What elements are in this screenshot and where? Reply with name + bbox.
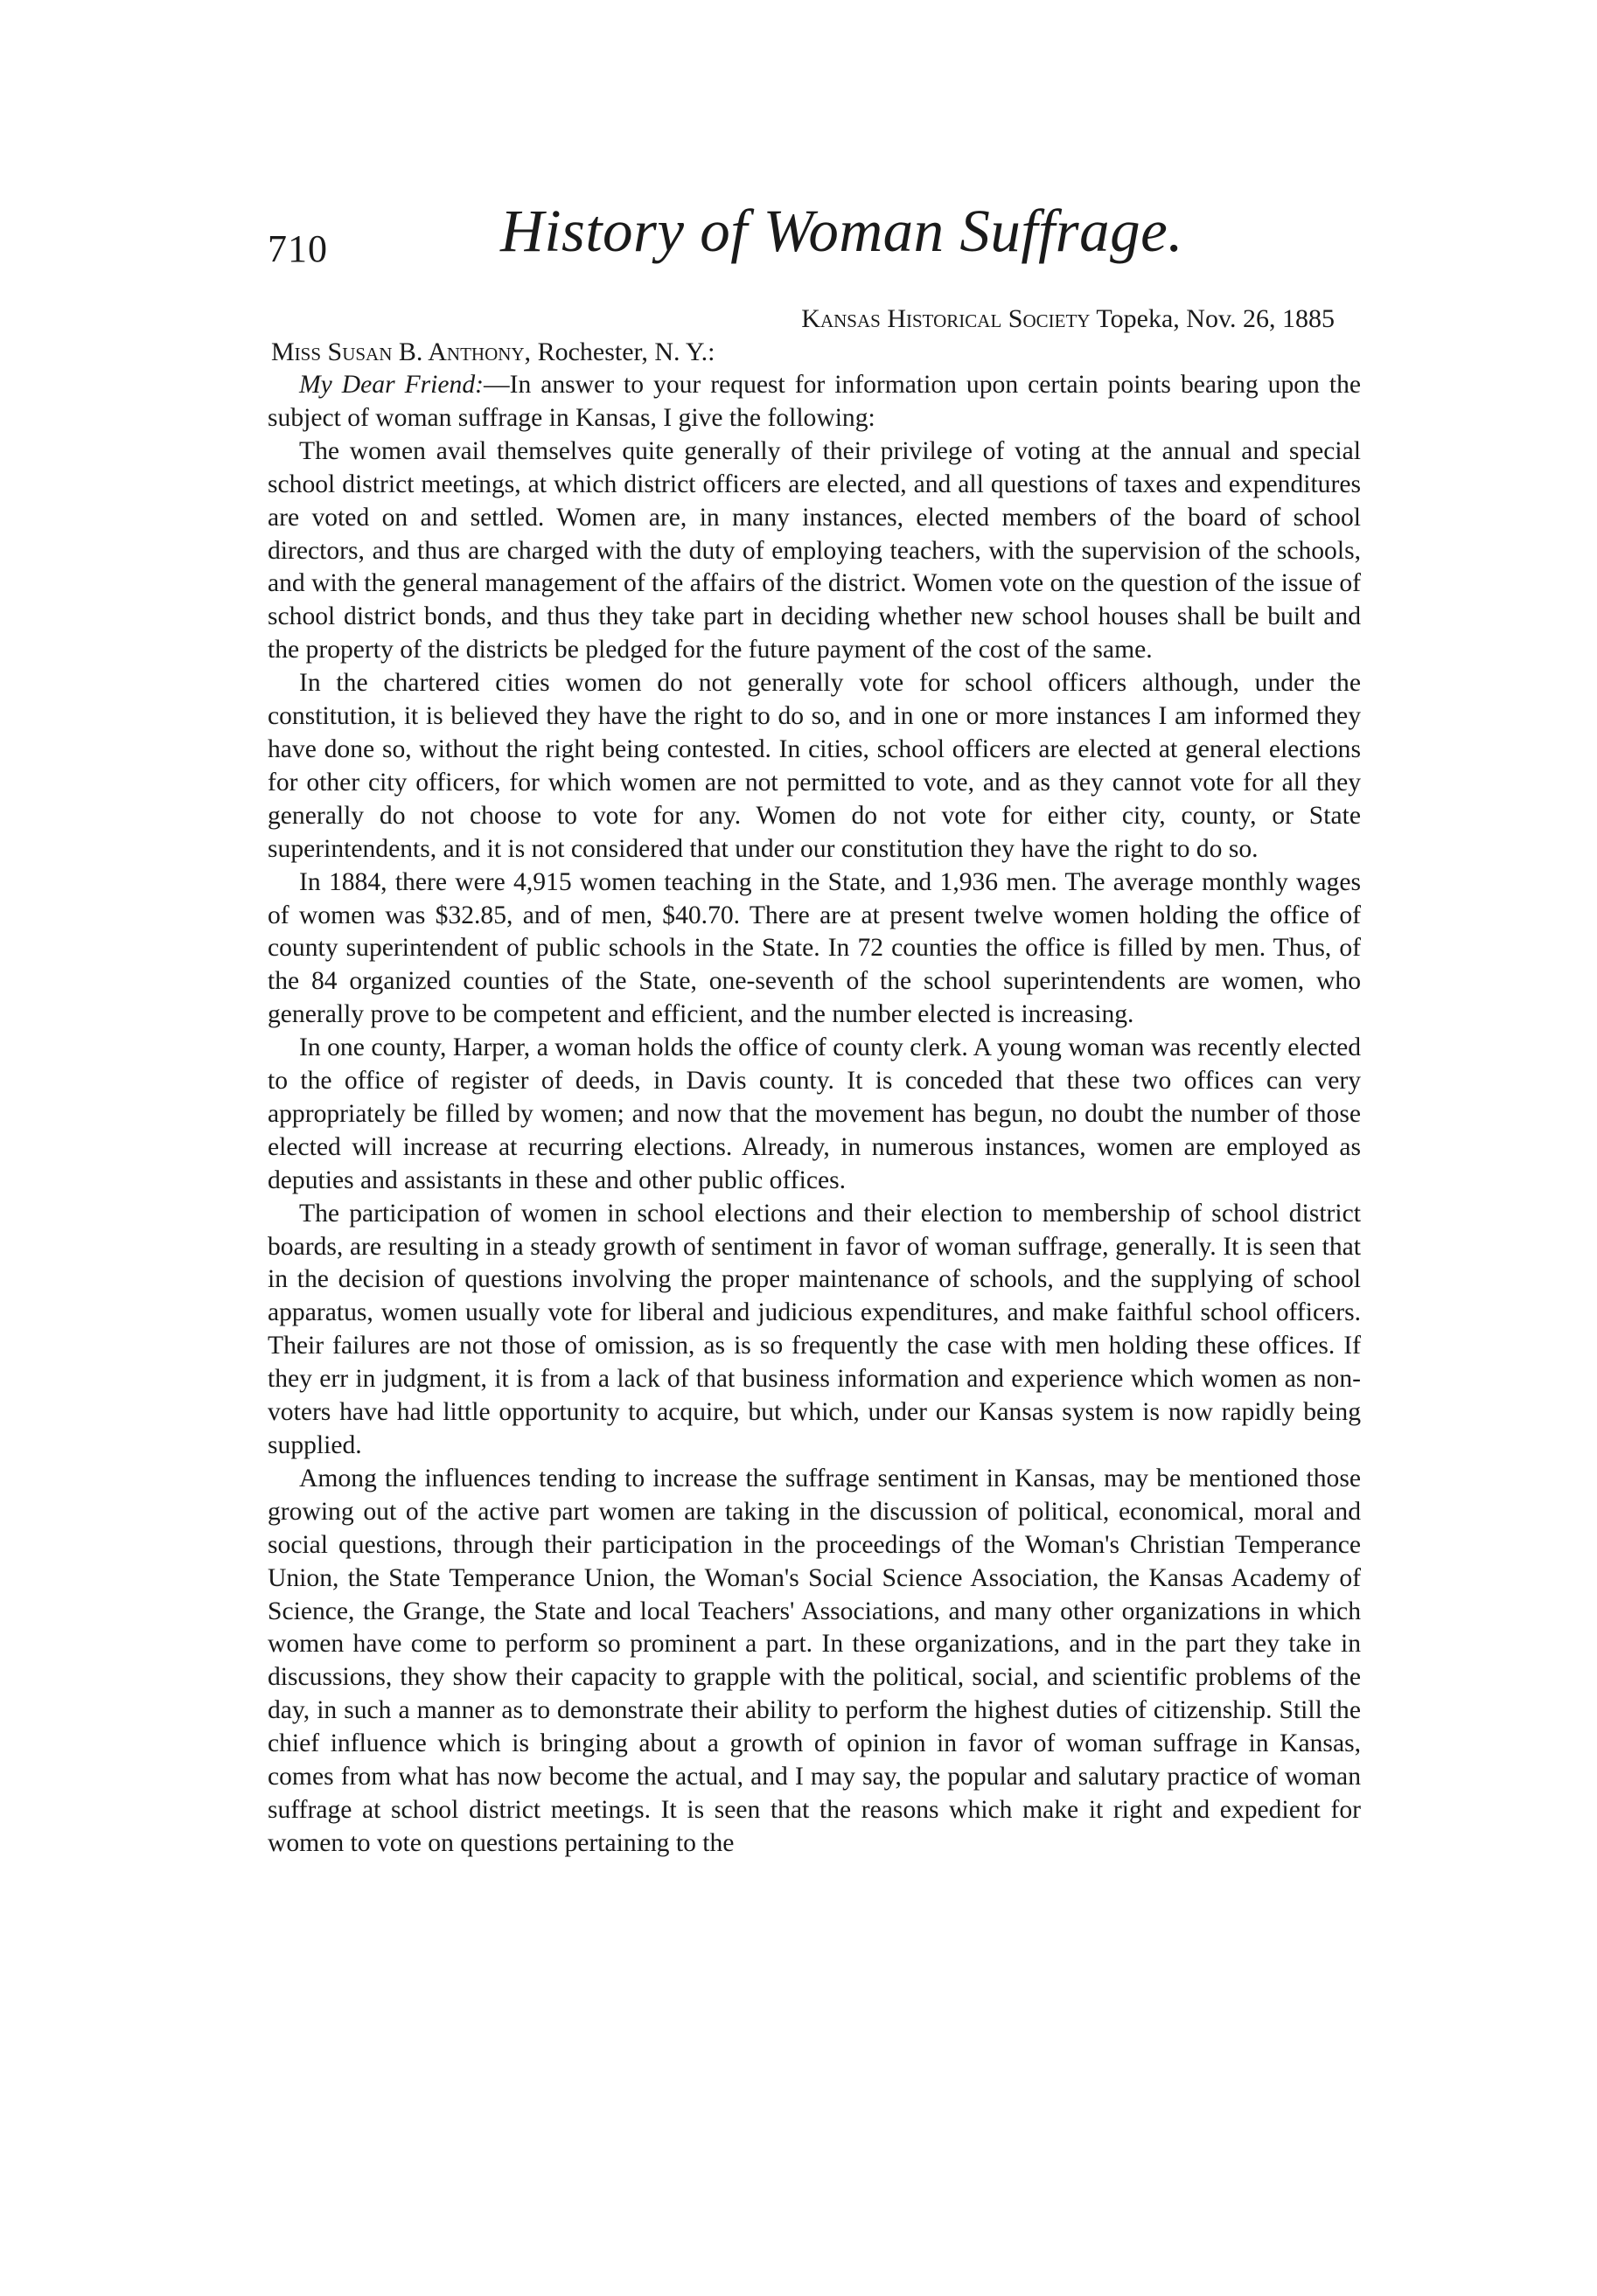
body-paragraph: The participation of women in school elections and their election to membership of school district boards, are resulting in a steady growth of sentiment in favor of woman suffrage, generally. It is seen that in the decision of questions involving the proper maintenance of schools, and the supplying of school apparatus, women usually vote for liberal and judicious expenditures, and make faithful school officers. Their failures are not those of omission, as is so frequently the case with men holding these offices. If they err in judgment, it is from a lack of that business information and experience which women as non-voters have had little opportunity to acquire, but which, under our Kansas system is now rapidly being supplied. <box>268 1199 1361 1459</box>
running-title: History of Woman Suffrage. <box>500 198 1183 264</box>
letter-recipient-place: Rochester, N. Y.: <box>537 337 715 366</box>
letter-salutation: My Dear Friend: <box>299 371 484 399</box>
body-paragraph: Among the influences tending to increase the suffrage sentiment in Kansas, may be mentioned those growing out of the active part women are taking in the discussion of political, economical, moral and social questions, through their participation in the proceedings of the Woman's Christian Temperance Union, the State Temperance Union, the Woman's Social Science Association, the Kansas Academy of Science, the Grange, the State and local Teachers' Associations, and many other organizations in which women have come to perform so prominent a part. In these organizations, and in the part they take in discussions, they show their capacity to grapple with the political, social, and scientific problems of the day, in such a manner as to demonstrate their ability to perform the highest duties of citizenship. Still the chief influence which is bringing about a growth of opinion in favor of woman suffrage in Kansas, comes from what has now become the actual, and I may say, the popular and salutary practice of woman suffrage at school district meetings. It is seen that the reasons which make it right and expedient for women to vote on questions pertaining to the <box>268 1464 1361 1857</box>
book-page <box>268 197 1361 1861</box>
letter-opening: —In answer to your request for information upon certain points bearing upon the subject of woman suffrage in Kansas, I give the following: <box>268 371 1362 432</box>
letter-opening-paragraph <box>268 369 1361 435</box>
letter-place-date: Topeka, Nov. 26, 1885 <box>1096 304 1335 333</box>
body-paragraph: The women avail themselves quite generally of their privilege of voting at the annual and special school district meetings, at which district officers are elected, and all questions of taxes and expenditures are voted on and settled. Women are, in many instances, elected members of the board of school directors, and thus are charged with the duty of employing teachers, with the supervision of the schools, and with the general management of the affairs of the district. Women vote on the question of the issue of school district bonds, and thus they take part in deciding whether new school houses shall be built and the property of the districts be pledged for the future payment of the cost of the same. <box>268 436 1361 664</box>
body-paragraph: In 1884, there were 4,915 women teaching in the State, and 1,936 men. The average monthly wages of women was $32.85, and of men, $40.70. There are at present twelve women holding the office of county superintendent of public schools in the State. In 72 counties the office is filled by men. Thus, of the 84 organized counties of the State, one-seventh of the school superintendents are women, who generally prove to be competent and efficient, and the number elected is increasing. <box>268 867 1361 1029</box>
body-paragraph: In the chartered cities women do not generally vote for school officers although, under the constitution, it is believed they have the right to do so, and in one or more instances I am informed they have done so, without the right being contested. In cities, school officers are elected at general elections for other city officers, for which women are not permitted to vote, and as they cannot vote for all they generally do not choose to vote for any. Women do not vote for either city, county, or State superintendents, and it is not considered that under our constitution they have the right to do so. <box>268 669 1361 863</box>
running-head <box>268 197 1361 280</box>
page-number: 710 <box>268 227 328 270</box>
letter-addressee <box>268 336 1361 369</box>
body-paragraph: In one county, Harper, a woman holds the office of county clerk. A young woman was recently elected to the office of register of deeds, in Davis county. It is conceded that these two offices can very appropriately be filled by women; and now that the movement has begun, no doubt the number of those elected will increase at recurring elections. Already, in numerous instances, women are employed as deputies and assistants in these and other public offices. <box>268 1033 1361 1194</box>
letter-recipient: Miss Susan B. Anthony, <box>271 337 532 366</box>
letter-sender: Kansas Historical Society <box>801 304 1091 333</box>
letter-dateline <box>268 303 1361 336</box>
